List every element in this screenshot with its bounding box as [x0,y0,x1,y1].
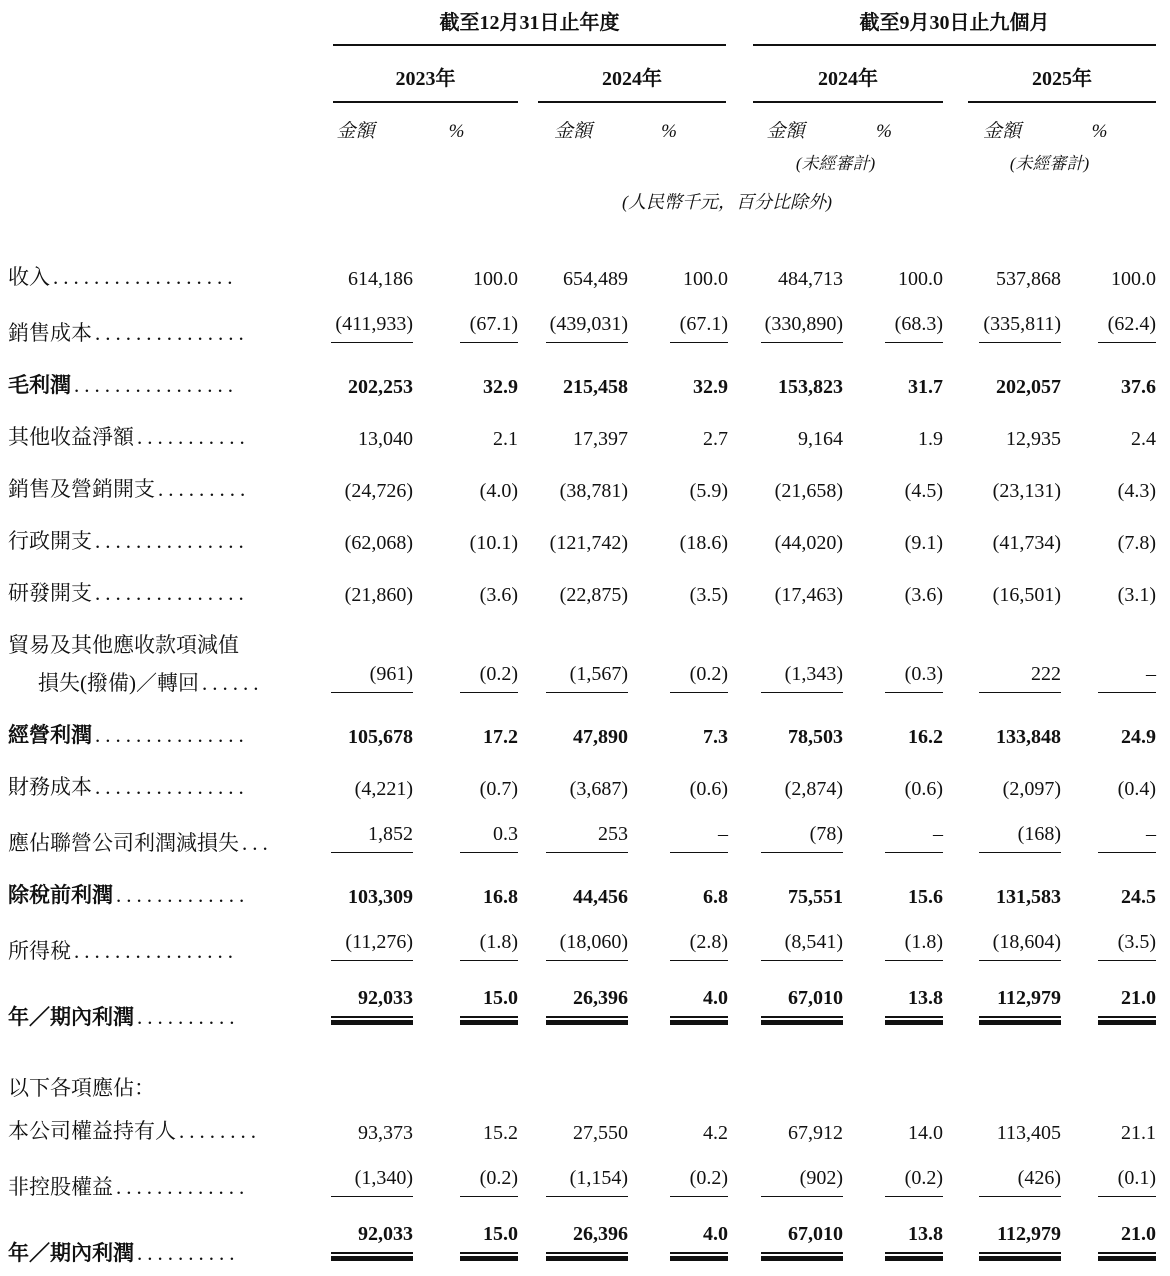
amount-cell-2024-9m: 153,823 [778,376,843,398]
dot-leader: ... [242,831,273,855]
amount-cell-2023: 92,033 [298,974,413,1040]
pct-cell-2023: 15.2 [483,1122,518,1144]
amount-cell-2024fy: (22,875) [559,584,628,606]
amount-cell-2024-9m: 78,503 [788,726,843,748]
table-header [8,6,1156,248]
table-row [8,866,1156,918]
row-label: 收入 .................. [8,265,238,289]
table-row [8,356,1156,408]
amount-cell-2023: (411,933) [298,300,413,356]
dot-leader [155,1076,158,1100]
header-spacer [8,46,298,103]
amount-cell-2024-9m: (2,874) [784,778,843,800]
pct-cell-2023: 32.9 [483,376,518,398]
amount-cell-2023 [298,1040,413,1102]
dot-leader: ............. [116,1175,250,1199]
amount-column-label: 金額 [766,121,805,142]
pct-cell-2025-9m: – [1061,659,1156,706]
row-label: 經營利潤 ............... [8,723,249,747]
pct-cell-2024fy: 6.8 [703,886,728,908]
period-group-9m [728,6,1156,46]
pct-cell-2024fy: (67.1) [628,300,728,356]
table-row [8,408,1156,460]
amount-cell-2025-9m: (16,501) [992,584,1061,606]
year-2024-9m: 2024年 [728,46,943,103]
pct-cell-2023: (0.2) [413,659,518,706]
pct-cell-2024fy: (2.8) [628,918,728,974]
amount-cell-2024-9m: (8,541) [728,918,843,974]
pct-cell-2025-9m: (62.4) [1061,300,1156,356]
amount-cell-2024-9m: 484,713 [778,268,843,290]
amount-cell-2024fy: 253 [518,810,628,866]
table-row [8,974,1156,1040]
row-label: 銷售及營銷開支 ......... [8,477,251,501]
pct-cell-2023: (67.1) [413,300,518,356]
dot-leader [239,633,242,657]
amount-cell-2025-9m: (41,734) [992,532,1061,554]
dot-leader: .......... [137,1241,240,1265]
amount-cell-2024fy: 44,456 [573,886,628,908]
pct-cell-2024fy: (0.2) [628,659,728,706]
table-row [8,659,1156,706]
row-label: 以下各項應佔： [8,1040,298,1102]
amount-cell-2024fy: (38,781) [559,480,628,502]
pct-cell-2024fy: 100.0 [683,268,728,290]
amount-cell-2024fy: 26,396 [518,974,628,1040]
amount-cell-2023: 202,253 [348,376,413,398]
amount-cell-2025-9m: (2,097) [1002,778,1061,800]
pct-cell-2023: (0.7) [479,778,518,800]
amount-cell-2025-9m: 12,935 [1006,428,1061,450]
row-label: 銷售成本 ............... [8,321,249,345]
amount-cell-2025-9m: 112,979 [943,1210,1061,1276]
unit-note-row [8,174,1156,248]
header-spacer [8,103,298,143]
row-label: 貿易及其他應收款項減值 [8,616,298,659]
pct-cell-2024-9m: 15.6 [908,886,943,908]
amount-cell-2023: 92,033 [298,1210,413,1276]
amount-cell-2024-9m: 75,551 [788,886,843,908]
pct-cell-2024fy: 4.2 [703,1122,728,1144]
amount-cell-2024-9m: (44,020) [774,532,843,554]
dot-leader: ........ [179,1119,261,1143]
period-group-fy-label: 截至12月31日止年度 [333,6,726,46]
pct-cell-2023: 15.0 [413,1210,518,1276]
pct-cell-2025-9m: (3.5) [1061,918,1156,974]
table-body [8,248,1156,1276]
amount-cell-2023: 103,309 [348,886,413,908]
amount-cell-2024-9m: (330,890) [728,300,843,356]
amount-cell-2023 [298,616,413,659]
dot-leader: ............... [95,723,249,747]
dot-leader: ................ [74,373,238,397]
pct-cell-2024fy: (18.6) [679,532,728,554]
row-label: 行政開支 ............... [8,529,249,553]
amount-cell-2023: (62,068) [344,532,413,554]
dot-leader: ...... [202,671,264,695]
table-row [8,758,1156,810]
amount-column-label: 金額 [553,121,592,142]
pct-cell-2025-9m [1061,1040,1156,1102]
table-row [8,1102,1156,1154]
amount-cell-2024fy [518,1040,628,1102]
unaudited-note-2025: (未經審計) [1009,154,1090,173]
pct-cell-2023: (3.6) [479,584,518,606]
pct-cell-2024-9m: – [843,810,943,866]
unaudited-note-2024: (未經審計) [795,154,876,173]
amount-cell-2023: (961) [298,659,413,706]
pct-cell-2024fy: 7.3 [703,726,728,748]
pct-cell-2024-9m: (1.8) [843,918,943,974]
pct-cell-2025-9m: (3.1) [1117,584,1156,606]
row-label: 除稅前利潤 ............. [8,883,250,907]
amount-cell-2023: (4,221) [354,778,413,800]
pct-cell-2024-9m: (3.6) [904,584,943,606]
pct-cell-2023: (1.8) [413,918,518,974]
pct-column-label: % [876,121,892,142]
amount-cell-2024fy: (3,687) [569,778,628,800]
amount-cell-2023: (24,726) [344,480,413,502]
pct-cell-2023 [413,616,518,659]
dot-leader: ............... [95,775,249,799]
amount-cell-2023: 1,852 [298,810,413,866]
pct-cell-2024fy: (0.6) [689,778,728,800]
dot-leader: .......... [137,1005,240,1029]
table-row [8,460,1156,512]
pct-cell-2024fy: – [628,810,728,866]
pct-cell-2025-9m: 21.1 [1121,1122,1156,1144]
amount-cell-2024-9m: (78) [728,810,843,866]
pct-cell-2025-9m: (0.4) [1117,778,1156,800]
pct-column-label: % [1091,121,1108,142]
pct-cell-2023: 15.0 [413,974,518,1040]
pct-cell-2023: (0.2) [413,1154,518,1210]
amount-cell-2024fy: (18,060) [518,918,628,974]
amount-cell-2023: 13,040 [358,428,413,450]
amount-cell-2024fy: (439,031) [518,300,628,356]
amount-cell-2025-9m: (335,811) [943,300,1061,356]
amount-cell-2025-9m: 133,848 [996,726,1061,748]
row-label: 毛利潤 ................ [8,373,238,397]
pct-cell-2024fy: (0.2) [628,1154,728,1210]
table-row [8,616,1156,659]
pct-cell-2024-9m [843,616,943,659]
pct-cell-2024-9m: 14.0 [908,1122,943,1144]
row-label: 應佔聯營公司利潤減損失 ... [8,831,273,855]
table-row [8,810,1156,866]
amount-cell-2025-9m: (168) [943,810,1061,866]
pct-cell-2025-9m [1061,616,1156,659]
pct-cell-2025-9m: 24.5 [1121,886,1156,908]
row-label: 本公司權益持有人 ........ [8,1119,261,1143]
period-group-row [8,6,1156,46]
row-label: 年／期內利潤 .......... [8,1241,240,1265]
amount-cell-2025-9m: (18,604) [943,918,1061,974]
pct-cell-2024fy [628,1040,728,1102]
pct-cell-2024fy: (3.5) [689,584,728,606]
income-statement-table [8,6,1156,1276]
pct-cell-2024-9m: 16.2 [908,726,943,748]
table-row [8,248,1156,300]
row-label: 研發開支 ............... [8,581,249,605]
year-header-row [8,46,1156,103]
pct-cell-2024-9m: 13.8 [843,1210,943,1276]
row-label: 非控股權益 ............. [8,1175,250,1199]
pct-cell-2024fy: 4.0 [628,1210,728,1276]
row-label: 財務成本 ............... [8,775,249,799]
dot-leader: ........... [137,425,250,449]
pct-cell-2025-9m: 100.0 [1111,268,1156,290]
header-spacer [8,143,298,174]
pct-cell-2024-9m: (0.2) [843,1154,943,1210]
amount-cell-2025-9m: 202,057 [996,376,1061,398]
amount-cell-2024fy: 215,458 [563,376,628,398]
amount-cell-2024-9m [728,1040,843,1102]
amount-cell-2023: (1,340) [298,1154,413,1210]
pct-cell-2024fy [628,616,728,659]
row-label: 其他收益淨額 ........... [8,425,250,449]
amount-cell-2024-9m: 67,010 [728,1210,843,1276]
table-row [8,564,1156,616]
amount-cell-2023: 93,373 [358,1122,413,1144]
pct-cell-2025-9m: 2.4 [1131,428,1156,450]
dot-leader: ................ [74,939,238,963]
amount-cell-2024-9m: 9,164 [798,428,843,450]
amount-cell-2024-9m: (1,343) [728,659,843,706]
table-row [8,300,1156,356]
amount-cell-2025-9m: (23,131) [992,480,1061,502]
period-group-fy [298,6,728,46]
pct-cell-2025-9m: 21.0 [1061,974,1156,1040]
pct-cell-2023: (4.0) [479,480,518,502]
dot-leader: ............... [95,321,249,345]
amount-cell-2024fy: (121,742) [549,532,628,554]
pct-cell-2024fy: 32.9 [693,376,728,398]
pct-cell-2025-9m: – [1061,810,1156,866]
pct-cell-2025-9m: 37.6 [1121,376,1156,398]
pct-cell-2024-9m: (4.5) [904,480,943,502]
amount-cell-2024fy: 654,489 [563,268,628,290]
pct-column-label: % [448,121,465,142]
amount-cell-2025-9m [943,1040,1061,1102]
table-row [8,1210,1156,1276]
pct-cell-2024-9m: (9.1) [904,532,943,554]
header-spacer [8,6,298,46]
amount-cell-2025-9m: 112,979 [943,974,1061,1040]
table-row [8,1040,1156,1102]
amount-cell-2024-9m: (21,658) [774,480,843,502]
pct-cell-2023: 16.8 [483,886,518,908]
pct-cell-2025-9m: (4.3) [1117,480,1156,502]
amount-cell-2024-9m: 67,010 [728,974,843,1040]
amount-cell-2023: 105,678 [348,726,413,748]
amount-column-label: 金額 [336,121,375,142]
amount-cell-2025-9m: 537,868 [996,268,1061,290]
amount-cell-2024-9m: (17,463) [774,584,843,606]
row-label: 年／期內利潤 .......... [8,1005,240,1029]
amount-cell-2024fy: (1,567) [518,659,628,706]
dot-leader: ............... [95,581,249,605]
amount-cell-2023: (11,276) [298,918,413,974]
amount-cell-2024fy: 26,396 [518,1210,628,1276]
amount-cell-2024-9m: (902) [728,1154,843,1210]
currency-unit-note: (人民幣千元，百分比除外) [622,192,832,212]
pct-cell-2024-9m: (0.6) [904,778,943,800]
year-2025-9m: 2025年 [943,46,1156,103]
column-label-row [8,103,1156,143]
table-row [8,918,1156,974]
pct-cell-2023: 100.0 [473,268,518,290]
table-row [8,706,1156,758]
amount-cell-2024fy: 27,550 [573,1122,628,1144]
amount-column-label: 金額 [982,121,1021,142]
period-group-9m-label: 截至9月30日止九個月 [753,6,1156,46]
row-label: 所得稅 ................ [8,939,238,963]
dot-leader: ............. [116,883,250,907]
pct-cell-2023 [413,1040,518,1102]
year-2024-fy: 2024年 [518,46,728,103]
dot-leader: ......... [158,477,251,501]
pct-cell-2024-9m: 100.0 [898,268,943,290]
amount-cell-2025-9m: 113,405 [996,1122,1061,1144]
row-label: 損失(撥備)／轉回 ...... [38,671,264,695]
pct-cell-2023: 2.1 [493,428,518,450]
pct-cell-2025-9m: 24.9 [1121,726,1156,748]
header-spacer [8,174,298,248]
pct-cell-2024-9m: 1.9 [918,428,943,450]
pct-cell-2023: 0.3 [413,810,518,866]
pct-cell-2024-9m: (0.3) [843,659,943,706]
amount-cell-2023: (21,860) [344,584,413,606]
pct-cell-2024fy: 2.7 [703,428,728,450]
amount-cell-2024-9m [728,616,843,659]
amount-cell-2024fy [518,616,628,659]
pct-cell-2023: (10.1) [469,532,518,554]
pct-cell-2025-9m: (0.1) [1061,1154,1156,1210]
amount-cell-2023: 614,186 [348,268,413,290]
amount-cell-2025-9m [943,616,1061,659]
pct-cell-2024-9m [843,1040,943,1102]
pct-cell-2024-9m: 31.7 [908,376,943,398]
table-row [8,1154,1156,1210]
pct-cell-2024-9m: (68.3) [843,300,943,356]
pct-cell-2023: 17.2 [483,726,518,748]
pct-cell-2024fy: 4.0 [628,974,728,1040]
dot-leader: .................. [53,265,238,289]
table-row [8,512,1156,564]
pct-column-label: % [661,121,677,142]
amount-cell-2024fy: 47,890 [573,726,628,748]
amount-cell-2025-9m: (426) [943,1154,1061,1210]
pct-cell-2025-9m: 21.0 [1061,1210,1156,1276]
dot-leader: ............... [95,529,249,553]
year-2023: 2023年 [298,46,518,103]
pct-cell-2024fy: (5.9) [689,480,728,502]
pct-cell-2024-9m: 13.8 [843,974,943,1040]
amount-cell-2024fy: 17,397 [573,428,628,450]
amount-cell-2024-9m: 67,912 [788,1122,843,1144]
amount-cell-2024fy: (1,154) [518,1154,628,1210]
unaudited-row [8,143,1156,174]
amount-cell-2025-9m: 222 [943,659,1061,706]
pct-cell-2025-9m: (7.8) [1117,532,1156,554]
amount-cell-2025-9m: 131,583 [996,886,1061,908]
